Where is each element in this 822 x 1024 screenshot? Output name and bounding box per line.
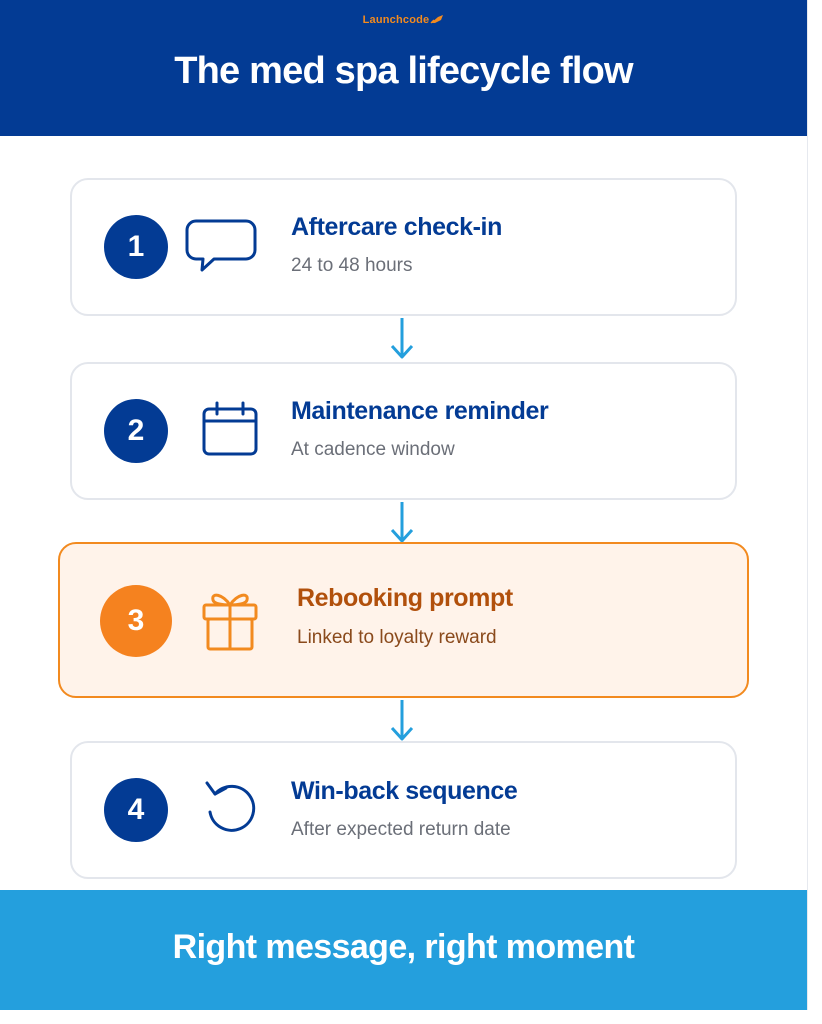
footer-tagline: Right message, right moment [172,928,635,966]
header-banner [0,0,807,136]
rotate-left-icon [202,778,260,834]
step-number-badge: 2 [104,399,168,463]
brand-name: Launchcode [362,14,430,26]
calendar-icon [201,401,259,457]
step-number-badge: 3 [100,585,172,657]
down-arrow-icon [389,698,415,742]
step-number-badge: 1 [104,215,168,279]
step-title: Win-back sequence [291,777,518,805]
step-subtitle: Linked to loyalty reward [297,627,497,648]
step-subtitle: 24 to 48 hours [291,255,413,276]
brand-logo [0,14,807,26]
rocket-icon [430,14,444,24]
step-card-4 [70,741,737,879]
step-number-badge: 4 [104,778,168,842]
step-card-2 [70,362,737,500]
gift-icon [201,588,259,652]
step-subtitle: At cadence window [291,439,455,460]
page-title: The med spa lifecycle flow [174,50,633,92]
step-title: Rebooking prompt [297,584,513,612]
footer-banner [0,890,807,1010]
step-title: Maintenance reminder [291,397,549,425]
step-title: Aftercare check-in [291,213,502,241]
page-edge-divider [807,0,808,1010]
speech-bubble-icon [184,218,258,274]
down-arrow-icon [389,316,415,360]
down-arrow-icon [389,500,415,544]
step-card-1 [70,178,737,316]
step-subtitle: After expected return date [291,819,511,840]
